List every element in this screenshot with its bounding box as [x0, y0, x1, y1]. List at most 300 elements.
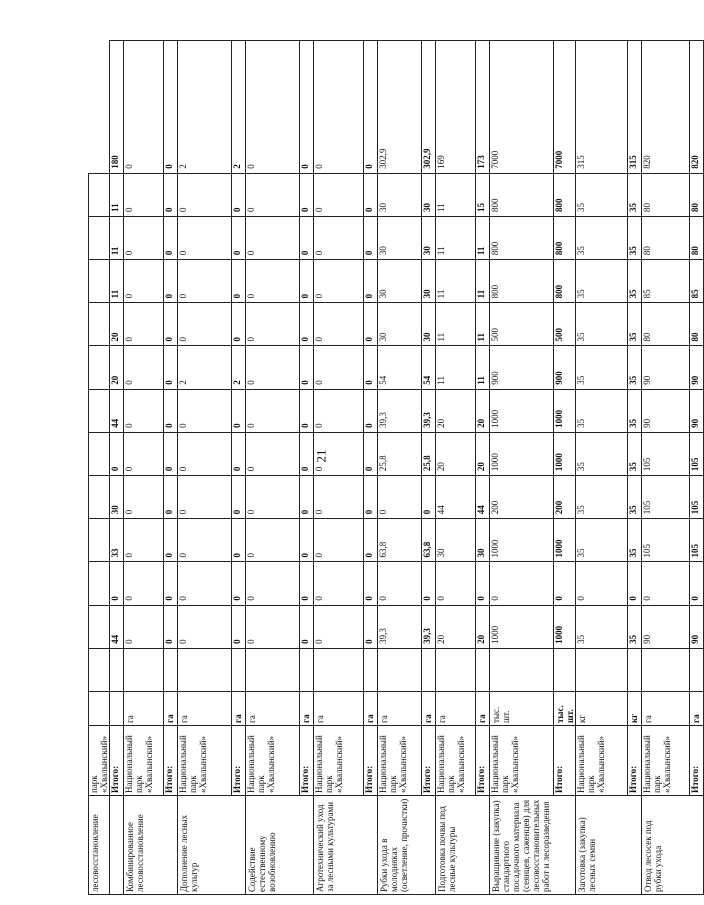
header-row: [89, 41, 110, 895]
location: Национальный парк «Хвалынский»: [124, 726, 164, 796]
value-cell: 0: [164, 216, 178, 259]
value-cell: 39,3: [378, 389, 422, 432]
total-label: Итого:: [300, 726, 314, 796]
value-cell: 15: [476, 173, 490, 216]
value-cell: 0: [124, 605, 164, 648]
value-cell: 35: [628, 346, 642, 389]
value-cell: 0: [300, 476, 314, 519]
value-cell: 800: [490, 173, 554, 216]
value-cell: 1000: [554, 605, 576, 648]
value-cell: 35: [576, 173, 628, 216]
value-cell: 0: [364, 303, 378, 346]
value-cell: 80: [642, 173, 690, 216]
value-cell: 0: [178, 216, 232, 259]
total-label: Итого:: [690, 726, 704, 796]
value-cell: 0: [124, 216, 164, 259]
value-cell: 0: [300, 260, 314, 303]
value-cell: 30: [476, 519, 490, 562]
value-cell: 0: [246, 346, 300, 389]
total-row: [232, 41, 246, 895]
value-cell: 800: [490, 260, 554, 303]
value-cell: 20: [436, 605, 476, 648]
table-row: [124, 41, 164, 895]
total-row: [690, 41, 704, 895]
value-cell: [690, 648, 704, 691]
value-cell: [476, 648, 490, 691]
value-cell: 0: [300, 173, 314, 216]
value-cell: 0: [300, 389, 314, 432]
value-cell: 800: [490, 216, 554, 259]
value-cell: 0: [364, 476, 378, 519]
value-cell: 0: [364, 346, 378, 389]
value-cell: 800: [554, 216, 576, 259]
value-cell: 2: [178, 41, 232, 174]
page-number: 21: [313, 449, 329, 463]
value-cell: 90: [642, 346, 690, 389]
value-cell: 0: [422, 562, 436, 605]
value-cell: 30: [422, 173, 436, 216]
value-cell: 33: [110, 519, 124, 562]
value-cell: 0: [364, 173, 378, 216]
value-cell: [246, 648, 300, 691]
value-cell: 11: [476, 303, 490, 346]
work-name: Выращивание (закупка) стандартного посадочного материала (сеянцев, саженцев) для лесовосстановительных работ и лесоразведения: [490, 796, 576, 895]
value-cell: 0: [628, 562, 642, 605]
unit: га: [642, 692, 690, 726]
value-cell: 35: [628, 432, 642, 475]
value-cell: 35: [576, 260, 628, 303]
value-cell: 0: [314, 173, 364, 216]
value-cell: 0: [314, 519, 364, 562]
value-cell: 0: [232, 476, 246, 519]
value-cell: 30: [378, 216, 422, 259]
value-cell: 20: [110, 303, 124, 346]
value-cell: 63,8: [378, 519, 422, 562]
value-cell: 0: [364, 41, 378, 174]
table-row: [246, 41, 300, 895]
value-cell: 0: [178, 303, 232, 346]
value-cell: 0: [378, 562, 422, 605]
value-cell: 0: [246, 562, 300, 605]
forest-works-table: [88, 40, 704, 895]
value-cell: 0: [124, 41, 164, 174]
unit: га: [164, 692, 178, 726]
value-cell: 80: [642, 303, 690, 346]
value-cell: 0: [246, 476, 300, 519]
value-cell: [422, 648, 436, 691]
value-cell: 0: [232, 216, 246, 259]
value-cell: [164, 648, 178, 691]
value-cell: 30: [422, 260, 436, 303]
value-cell: 0: [246, 260, 300, 303]
value-cell: 900: [490, 346, 554, 389]
value-cell: 0: [554, 562, 576, 605]
value-cell: 35: [628, 389, 642, 432]
value-cell: 0: [364, 260, 378, 303]
unit: тыс. шт.: [490, 692, 554, 726]
total-label: Итого:: [364, 726, 378, 796]
value-cell: 35: [628, 216, 642, 259]
value-cell: 1000: [490, 389, 554, 432]
value-cell: 90: [690, 389, 704, 432]
unit: га: [232, 692, 246, 726]
location: Национальный парк «Хвалынский»: [436, 726, 476, 796]
value-cell: 0: [164, 41, 178, 174]
value-cell: 2: [232, 346, 246, 389]
total-row: [300, 41, 314, 895]
location: Национальный парк «Хвалынский»: [378, 726, 422, 796]
value-cell: 20: [110, 346, 124, 389]
value-cell: 0: [490, 562, 554, 605]
value-cell: 105: [642, 432, 690, 475]
unit: га: [364, 692, 378, 726]
value-cell: [576, 648, 628, 691]
value-cell: 0: [246, 432, 300, 475]
value-cell: 63,8: [422, 519, 436, 562]
value-cell: 11: [476, 346, 490, 389]
value-cell: [378, 648, 422, 691]
value-cell: 0: [164, 432, 178, 475]
value-cell: [300, 648, 314, 691]
total-row: [364, 41, 378, 895]
value-cell: 7000: [554, 41, 576, 174]
value-cell: 11: [110, 216, 124, 259]
value-cell: [314, 648, 364, 691]
total-label: Итого:: [232, 726, 246, 796]
value-cell: 0: [436, 562, 476, 605]
value-cell: 0: [164, 605, 178, 648]
value-cell: 500: [490, 303, 554, 346]
unit: га: [124, 692, 164, 726]
value-cell: 0: [314, 562, 364, 605]
value-cell: 35: [628, 303, 642, 346]
value-cell: 800: [554, 260, 576, 303]
value-cell: 0: [164, 346, 178, 389]
value-cell: 85: [642, 260, 690, 303]
value-cell: 800: [554, 173, 576, 216]
work-name: Содействие естественному возобновлению: [246, 796, 314, 895]
value-cell: 105: [690, 432, 704, 475]
value-cell: 30: [378, 260, 422, 303]
value-cell: 11: [436, 173, 476, 216]
value-cell: 0: [314, 346, 364, 389]
value-cell: 0: [576, 562, 628, 605]
value-cell: 35: [576, 303, 628, 346]
value-cell: 169: [436, 41, 476, 174]
value-cell: 0: [314, 216, 364, 259]
value-cell: 30: [422, 216, 436, 259]
table-row: [642, 41, 690, 895]
value-cell: 173: [476, 41, 490, 174]
value-cell: 0: [364, 519, 378, 562]
unit: га: [422, 692, 436, 726]
value-cell: 820: [690, 41, 704, 174]
value-cell: 0: [110, 562, 124, 605]
unit: га: [178, 692, 232, 726]
value-cell: [232, 648, 246, 691]
value-cell: 0: [124, 519, 164, 562]
value-cell: 35: [576, 432, 628, 475]
value-cell: 39,3: [378, 605, 422, 648]
value-cell: 30: [422, 303, 436, 346]
value-cell: [642, 648, 690, 691]
total-row: [628, 41, 642, 895]
value-cell: 0: [232, 303, 246, 346]
value-cell: [110, 648, 124, 691]
value-cell: 0: [246, 303, 300, 346]
value-cell: 35: [576, 605, 628, 648]
total-label: Итого:: [164, 726, 178, 796]
work-name: Заготовка (закупка) лесных семян: [576, 796, 642, 895]
value-cell: 20: [476, 389, 490, 432]
value-cell: 30: [378, 173, 422, 216]
value-cell: 30: [378, 303, 422, 346]
value-cell: 0: [246, 216, 300, 259]
value-cell: 1000: [490, 519, 554, 562]
value-cell: 54: [378, 346, 422, 389]
value-cell: 0: [246, 41, 300, 174]
value-cell: 0: [178, 605, 232, 648]
value-cell: 0: [110, 432, 124, 475]
work-name: Рубки ухода в молодняках (осветление, прочистки): [378, 796, 436, 895]
value-cell: 35: [628, 476, 642, 519]
value-cell: 500: [554, 303, 576, 346]
value-cell: 0: [178, 389, 232, 432]
value-cell: 105: [642, 519, 690, 562]
value-cell: [490, 648, 554, 691]
unit: кг: [628, 692, 642, 726]
value-cell: 0: [178, 260, 232, 303]
work-name: Отвод лесосек под рубки ухода: [642, 796, 704, 895]
value-cell: 0: [124, 389, 164, 432]
value-cell: 35: [576, 346, 628, 389]
value-cell: 0: [246, 389, 300, 432]
value-cell: 0: [300, 562, 314, 605]
value-cell: 315: [628, 41, 642, 174]
location: Национальный парк «Хвалынский»: [642, 726, 690, 796]
value-cell: 35: [576, 519, 628, 562]
table-row: [378, 41, 422, 895]
value-cell: 11: [436, 303, 476, 346]
value-cell: 0: [314, 260, 364, 303]
value-cell: 7000: [490, 41, 554, 174]
value-cell: 25,8: [378, 432, 422, 475]
value-cell: 39,3: [422, 389, 436, 432]
total-label: Итого:: [628, 726, 642, 796]
value-cell: 80: [690, 216, 704, 259]
value-cell: 35: [576, 389, 628, 432]
value-cell: 80: [690, 173, 704, 216]
value-cell: 315: [576, 41, 628, 174]
value-cell: 11: [476, 216, 490, 259]
value-cell: 0: [300, 605, 314, 648]
value-cell: 0: [364, 562, 378, 605]
value-cell: 0: [232, 605, 246, 648]
value-cell: 0: [178, 432, 232, 475]
value-cell: 0: [300, 303, 314, 346]
total-row: [164, 41, 178, 895]
value-cell: 1000: [554, 519, 576, 562]
value-cell: 0: [124, 303, 164, 346]
value-cell: 0: [246, 173, 300, 216]
unit: га: [378, 692, 422, 726]
unit: га: [436, 692, 476, 726]
value-cell: 0: [300, 519, 314, 562]
value-cell: 0: [124, 260, 164, 303]
total-row: [476, 41, 490, 895]
value-cell: 11: [476, 260, 490, 303]
location: Национальный парк «Хвалынский»: [490, 726, 554, 796]
table-row: [314, 41, 364, 895]
value-cell: 11: [110, 260, 124, 303]
value-cell: 11: [110, 173, 124, 216]
value-cell: 2: [178, 346, 232, 389]
value-cell: [364, 648, 378, 691]
value-cell: 0: [178, 562, 232, 605]
unit: тыс. шт.: [554, 692, 576, 726]
location: Национальный парк «Хвалынский»: [178, 726, 232, 796]
value-cell: 0: [232, 173, 246, 216]
value-cell: 0: [314, 476, 364, 519]
value-cell: [436, 648, 476, 691]
value-cell: 11: [436, 346, 476, 389]
value-cell: 0: [246, 519, 300, 562]
value-cell: 35: [576, 216, 628, 259]
work-name: Подготовка почвы под лесные культуры: [436, 796, 490, 895]
unit: кг: [576, 692, 628, 726]
value-cell: 0: [364, 389, 378, 432]
value-cell: 11: [436, 260, 476, 303]
value-cell: 0: [178, 173, 232, 216]
value-cell: 20: [436, 389, 476, 432]
value-cell: 0: [422, 476, 436, 519]
value-cell: 90: [642, 605, 690, 648]
table-row: [490, 41, 554, 895]
value-cell: 85: [690, 260, 704, 303]
value-cell: 0: [364, 432, 378, 475]
unit: га: [476, 692, 490, 726]
value-cell: 1000: [490, 605, 554, 648]
table-row: [178, 41, 232, 895]
value-cell: 0: [642, 562, 690, 605]
value-cell: 35: [628, 173, 642, 216]
value-cell: 0: [164, 476, 178, 519]
value-cell: 105: [690, 519, 704, 562]
value-cell: 0: [314, 432, 364, 475]
unit: га: [246, 692, 300, 726]
value-cell: 80: [690, 303, 704, 346]
value-cell: 105: [642, 476, 690, 519]
value-cell: 0: [378, 476, 422, 519]
value-cell: 0: [314, 303, 364, 346]
value-cell: 80: [642, 216, 690, 259]
value-cell: 44: [476, 476, 490, 519]
total-label: Итого:: [110, 726, 124, 796]
work-name: Агротехнический уход за лесными культурами: [314, 796, 378, 895]
value-cell: 200: [554, 476, 576, 519]
value-cell: 0: [300, 346, 314, 389]
unit: [110, 692, 124, 726]
value-cell: 200: [490, 476, 554, 519]
value-cell: 0: [476, 562, 490, 605]
value-cell: [554, 648, 576, 691]
value-cell: 0: [164, 389, 178, 432]
location: Национальный парк «Хвалынский»: [246, 726, 300, 796]
value-cell: 90: [690, 605, 704, 648]
value-cell: 35: [576, 476, 628, 519]
value-cell: 30: [110, 476, 124, 519]
total-label: Итого:: [554, 726, 576, 796]
value-cell: 0: [124, 432, 164, 475]
work-name: Комбинированное лесовосстановление: [124, 796, 178, 895]
value-cell: 44: [110, 605, 124, 648]
value-cell: 25,8: [422, 432, 436, 475]
work-name: лесовосстановление: [89, 796, 110, 895]
value-cell: 0: [232, 432, 246, 475]
value-cell: 44: [436, 476, 476, 519]
table-row: [436, 41, 476, 895]
value-cell: 2: [232, 41, 246, 174]
value-cell: 0: [246, 605, 300, 648]
total-row: [422, 41, 436, 895]
location: Национальный парк «Хвалынский»: [314, 726, 364, 796]
value-cell: 0: [314, 41, 364, 174]
value-cell: 35: [628, 519, 642, 562]
total-row: [110, 41, 124, 895]
value-cell: 1000: [490, 432, 554, 475]
value-cell: 0: [124, 173, 164, 216]
value-cell: [628, 648, 642, 691]
value-cell: 0: [164, 303, 178, 346]
value-cell: 44: [110, 389, 124, 432]
value-cell: 11: [436, 216, 476, 259]
value-cell: 0: [178, 519, 232, 562]
unit: га: [690, 692, 704, 726]
value-cell: [124, 648, 164, 691]
value-cell: 0: [232, 562, 246, 605]
value-cell: 0: [314, 605, 364, 648]
value-cell: 54: [422, 346, 436, 389]
value-cell: [178, 648, 232, 691]
unit: га: [314, 692, 364, 726]
value-cell: 302,9: [378, 41, 422, 174]
total-label: Итого:: [422, 726, 436, 796]
value-cell: 1000: [554, 389, 576, 432]
value-cell: 20: [476, 432, 490, 475]
value-cell: 302,9: [422, 41, 436, 174]
value-cell: 0: [164, 260, 178, 303]
rotated-table-container: [88, 40, 701, 895]
unit: га: [300, 692, 314, 726]
value-cell: 90: [642, 389, 690, 432]
value-cell: 0: [232, 260, 246, 303]
value-cell: 90: [690, 346, 704, 389]
value-cell: 900: [554, 346, 576, 389]
value-cell: 35: [628, 605, 642, 648]
value-cell: 0: [314, 389, 364, 432]
value-cell: 820: [642, 41, 690, 174]
value-cell: 20: [476, 605, 490, 648]
value-cell: 0: [364, 216, 378, 259]
value-cell: 1000: [554, 432, 576, 475]
value-cell: 105: [690, 476, 704, 519]
value-cell: 0: [124, 346, 164, 389]
value-cell: 0: [124, 476, 164, 519]
value-cell: 0: [300, 216, 314, 259]
value-cell: 35: [628, 260, 642, 303]
value-cell: 0: [364, 605, 378, 648]
value-cell: 0: [232, 519, 246, 562]
